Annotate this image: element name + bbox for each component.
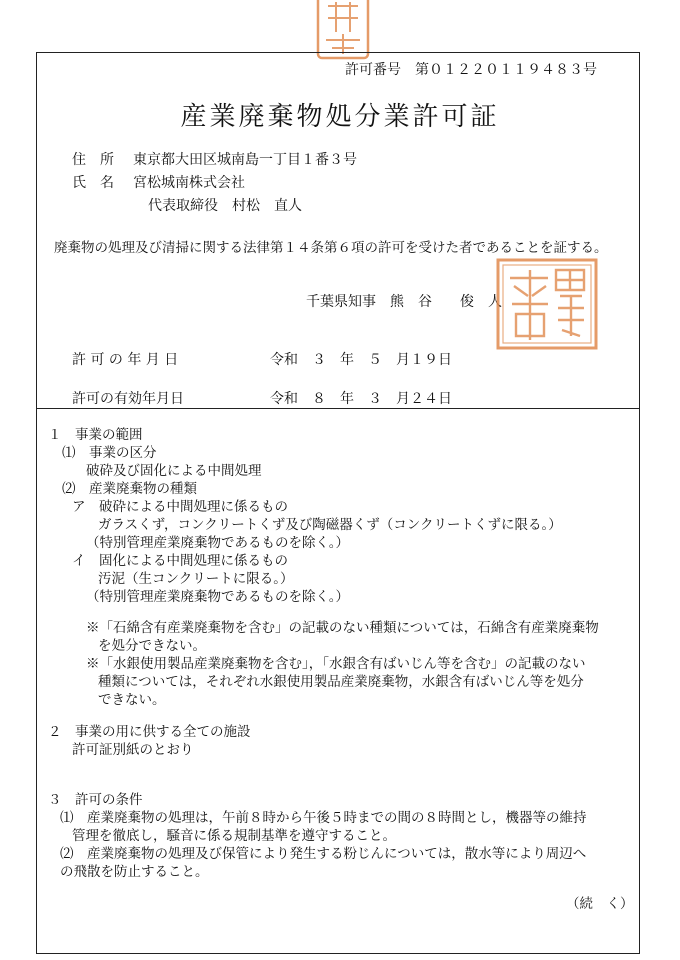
representative-name: 代表取締役 村松 直人 — [148, 198, 302, 214]
waste-type-a-heading: ア 破砕による中間処理に係るもの — [72, 499, 288, 515]
section-2-heading: ２ 事業の用に供する全ての施設 — [48, 724, 251, 740]
expiry-date-label: 許可の有効年月日 — [72, 391, 184, 407]
mercury-note-line-1: ※「水銀使用製品産業廃棄物を含む」，「水銀含有ばいじん等を含む」の記載のない — [86, 656, 586, 672]
waste-type-b-heading: イ 固化による中間処理に係るもの — [72, 553, 288, 569]
condition-2-line-1: ⑵ 産業廃棄物の処理及び保管により発生する粉じんについては，散水等により周辺へ — [60, 846, 587, 862]
condition-2-line-2: の飛散を防止すること。 — [60, 864, 209, 880]
divider-line — [36, 408, 640, 409]
governor-seal-stamp — [494, 256, 600, 352]
mercury-note-line-3: できない。 — [98, 692, 166, 708]
waste-type-a-note: （特別管理産業廃棄物であるものを除く。） — [86, 535, 349, 551]
waste-types-heading: ⑵ 産業廃棄物の種類 — [62, 481, 197, 497]
continued-marker: （続 く） — [566, 896, 634, 912]
document-title: 産業廃棄物処分業許可証 — [180, 102, 500, 132]
name-label: 氏 名 — [72, 175, 114, 191]
waste-type-b-note: （特別管理産業廃棄物であるものを除く。） — [86, 589, 349, 605]
business-category-value: 破砕及び固化による中間処理 — [86, 463, 262, 479]
waste-type-b-items: 汚泥（生コンクリートに限る。） — [98, 571, 294, 587]
business-category-heading: ⑴ 事業の区分 — [62, 445, 157, 461]
asbestos-note-line-1: ※「石綿含有産業廃棄物を含む」の記載のない種類については，石綿含有産業廃棄物 — [86, 620, 599, 636]
address-label: 住 所 — [72, 152, 114, 168]
condition-1-line-1: ⑴ 産業廃棄物の処理は，午前８時から午後５時までの間の８時間とし，機器等の維持 — [60, 810, 587, 826]
mercury-note-line-2: 種類については，それぞれ水銀使用製品産業廃棄物，水銀含有ばいじん等を処分 — [98, 674, 584, 690]
address-value: 東京都大田区城南島一丁目１番３号 — [133, 152, 357, 168]
section-1-heading: １ 事業の範囲 — [48, 427, 143, 443]
expiry-date-value: 令和 ８ 年 ３ 月２４日 — [270, 391, 452, 407]
issuer-name: 千葉県知事 熊 谷 俊 人 — [306, 294, 502, 310]
section-3-heading: ３ 許可の条件 — [48, 792, 143, 808]
asbestos-note-line-2: を処分できない。 — [98, 638, 206, 654]
certification-statement: 廃棄物の処理及び清掃に関する法律第１４条第６項の許可を受けた者であることを証する。 — [54, 240, 608, 256]
company-name: 宮松城南株式会社 — [133, 175, 245, 191]
issue-date-label: 許 可 の 年 月 日 — [72, 352, 179, 368]
permit-number: 許可番号 第０１２２０１１９４８３号 — [345, 62, 597, 78]
condition-1-line-2: 管理を徹底し，騒音に係る規制基準を遵守すること。 — [72, 828, 396, 844]
section-2-value: 許可証別紙のとおり — [72, 742, 194, 758]
issue-date-value: 令和 ３ 年 ５ 月１９日 — [270, 352, 452, 368]
waste-type-a-items: ガラスくず，コンクリートくず及び陶磁器くず（コンクリートくずに限る。） — [98, 517, 562, 533]
